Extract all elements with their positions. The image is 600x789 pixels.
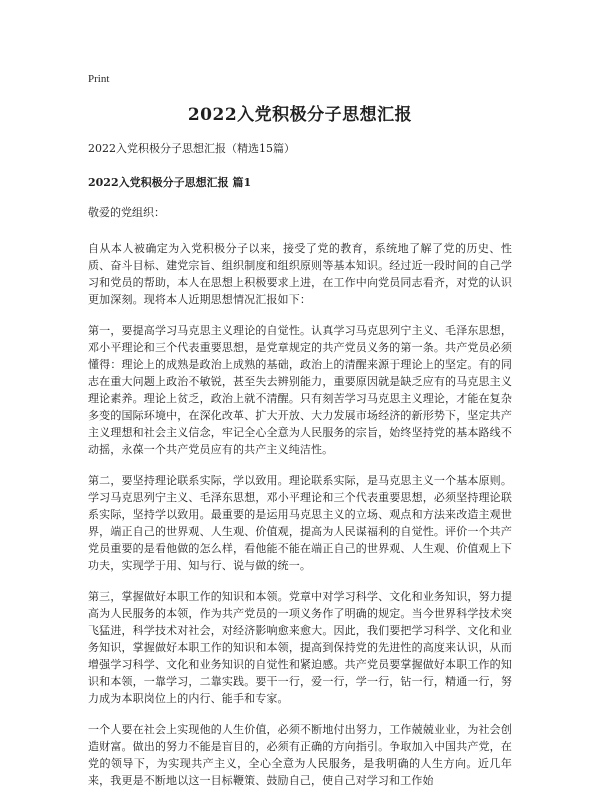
print-label: Print	[88, 73, 110, 85]
paragraph-first-point: 第一，要提高学习马克思主义理论的自觉性。认真学习马克思列宁主义、毛泽东思想，邓小平理论和三个代表重要思想，是党章规定的共产党员义务的第一条。共产党员必须懂得：理论上的成熟是政治上成熟的基础，政治上的清醒来源于理论上的坚定。有的同志在重大问题上政治不敏锐，甚至失去辨别能力，重要原因就是缺乏应有的马克思主义理论素养。理论上贫乏，政治上就不清醒。只有刻苦学习马克思主义理论，才能在复杂多变的国际环境中，在深化改革、扩大开放、大力发展市场经济的新形势下，坚定共产主义理想和社会主义信念，牢记全心全意为人民服务的宗旨，始终坚持党的基本路线不动摇，永葆一个共产党员应有的共产主义纯洁性。	[88, 324, 512, 456]
document-subtitle: 2022入党积极分子思想汇报（精选15篇）	[88, 142, 295, 155]
paragraph-third-point: 第三，掌握做好本职工作的知识和本领。党章中对学习科学、文化和业务知识，努力提高为人民服务的本领，作为共产党员的一项义务作了明确的规定。当今世界科学技术突飞猛进，科学技术对社会，对经济影响愈来愈大。因此，我们要把学习科学、文化和业务知识，掌握做好本职工作的知识和本领，提高到保持党的先进性的高度来认识，从而增强学习科学、文化和业务知识的自觉性和紧迫感。共产党员要掌握做好本职工作的知识和本领，一靠学习，二靠实践。要干一行，爱一行，学一行，钻一行，精通一行，努力成为本职岗位上的内行、能手和专家。	[88, 590, 512, 705]
document-title: 2022入党积极分子思想汇报	[187, 105, 413, 125]
salutation: 敬爱的党组织：	[88, 206, 165, 219]
section-heading: 2022入党积极分子思想汇报 篇1	[88, 176, 252, 189]
paragraph-closing: 一个人要在社会上实现他的人生价值，必须不断地付出努力，工作兢兢业业，为社会创造财富。做出的努力不能是盲目的，必须有正确的方向指引。争取加入中国共产党，在党的领导下，为实现共产主义，全心全意为人民服务，是我明确的人生方向。近几年来，我更是不断地以这一目标鞭策、鼓励自己，使自己对学习和工作始	[88, 723, 512, 787]
paragraph-second-point: 第二，要坚持理论联系实际，学以致用。理论联系实际，是马克思主义一个基本原则。学习马克思列宁主义、毛泽东思想，邓小平理论和三个代表重要思想，必须坚持理论联系实际，坚持学以致用。最重要的是运用马克思主义的立场、观点和方法来改造主观世界，端正自己的世界观、人生观、价值观，提高为人民谋福利的自觉性。评价一个共产党员重要的是看他做的怎么样，看他能不能在端正自己的世界观、人生观、价值观上下功夫，实现学于用、知与行、说与做的统一。	[88, 474, 512, 572]
paragraph-intro: 自从本人被确定为入党积极分子以来，接受了党的教育，系统地了解了党的历史、性质、奋斗目标、建党宗旨、组织制度和组织原则等基本知识。经过近一段时间的自己学习和党员的帮助，本人在思想上积极要求上进，在工作中向党员同志看齐，对党的认识更加深刻。现将本人近期思想情况汇报如下：	[88, 242, 512, 306]
